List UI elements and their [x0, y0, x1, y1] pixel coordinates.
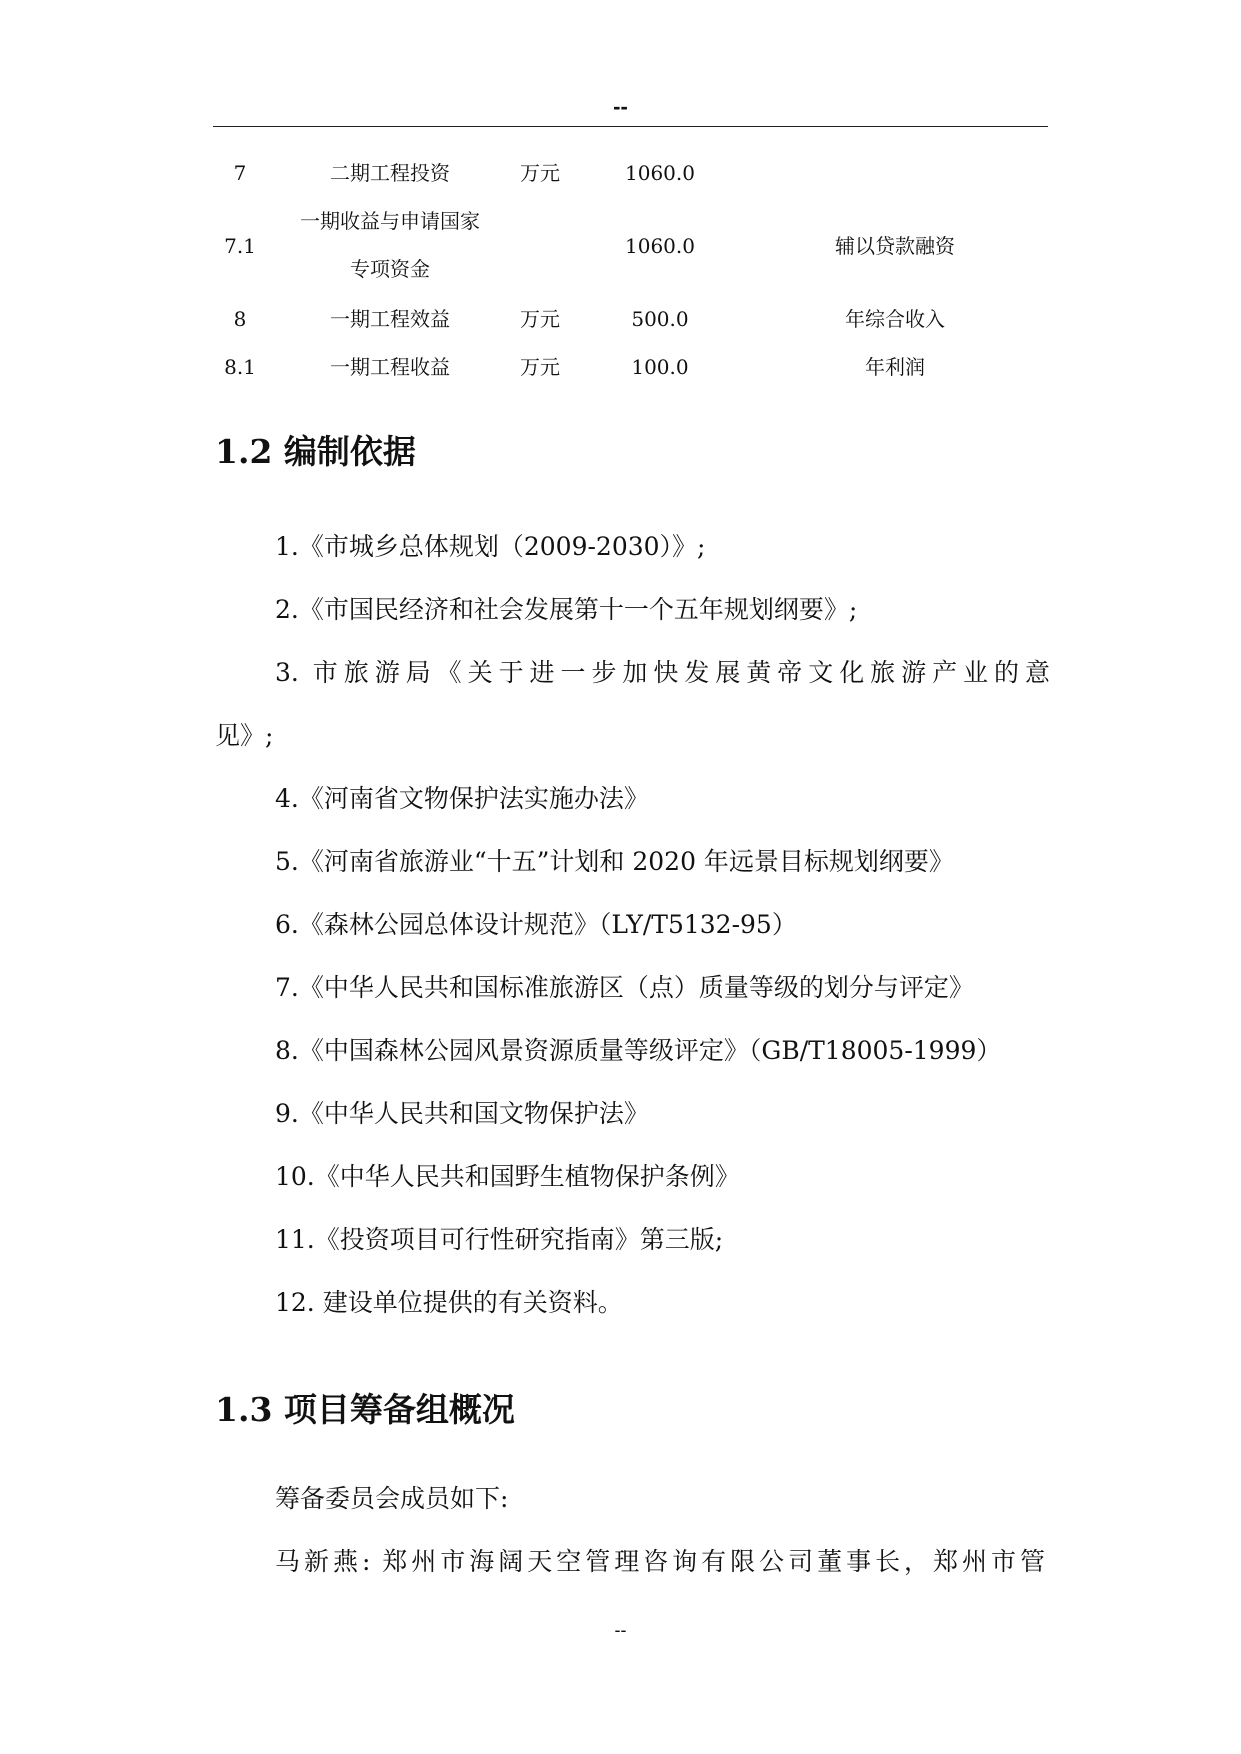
- row-value: 100.0: [631, 355, 689, 379]
- reference-item: 11.《投资项目可行性研究指南》第三版;: [275, 1225, 724, 1254]
- section-heading-1-3: 1.3 项目筹备组概况: [215, 1390, 515, 1429]
- row-number: 8: [233, 307, 247, 331]
- reference-item: 10.《中华人民共和国野生植物保护条例》: [275, 1162, 740, 1191]
- row-item-name-line1: 一期收益与申请国家: [300, 209, 480, 233]
- header-rule: [213, 126, 1048, 127]
- reference-item: 4.《河南省文物保护法实施办法》: [275, 784, 649, 813]
- row-note: 年利润: [865, 355, 925, 379]
- row-unit: 万元: [520, 307, 560, 331]
- reference-item: 3. 市旅游局《关于进一步加快发展黄帝文化旅游产业的意: [275, 658, 1050, 687]
- page-header-mark: --: [613, 94, 628, 119]
- reference-item: 5.《河南省旅游业“十五”计划和 2020 年远景目标规划纲要》: [275, 847, 954, 876]
- row-item-name: 一期工程收益: [330, 355, 450, 379]
- row-unit: 万元: [520, 355, 560, 379]
- row-note: 辅以贷款融资: [835, 234, 955, 258]
- reference-item: 1.《市城乡总体规划（2009-2030）》;: [275, 532, 706, 561]
- row-item-name: 一期工程效益: [330, 307, 450, 331]
- row-value: 1060.0: [625, 234, 695, 258]
- committee-member-line: 马新燕: 郑州市海阔天空管理咨询有限公司董事长，郑州市管: [275, 1547, 1045, 1576]
- row-unit: 万元: [520, 161, 560, 185]
- reference-item: 9.《中华人民共和国文物保护法》: [275, 1099, 649, 1128]
- row-item-name-line2: 专项资金: [350, 257, 430, 281]
- row-item-name: 二期工程投资: [330, 161, 450, 185]
- committee-intro: 筹备委员会成员如下:: [275, 1484, 509, 1513]
- section-heading-1-2: 1.2 编制依据: [215, 432, 416, 471]
- reference-item-continuation: 见》;: [215, 721, 274, 750]
- row-value: 1060.0: [625, 161, 695, 185]
- reference-item: 7.《中华人民共和国标准旅游区（点）质量等级的划分与评定》: [275, 973, 974, 1002]
- row-number: 7: [233, 161, 247, 185]
- row-number: 7.1: [224, 234, 256, 258]
- reference-item: 8.《中国森林公园风景资源质量等级评定》（GB/T18005-1999）: [275, 1036, 1002, 1065]
- row-value: 500.0: [631, 307, 689, 331]
- page-footer-mark: --: [614, 1620, 627, 1640]
- row-note: 年综合收入: [845, 307, 945, 331]
- reference-item: 6.《森林公园总体设计规范》（LY/T5132-95）: [275, 910, 797, 939]
- reference-item: 2.《市国民经济和社会发展第十一个五年规划纲要》;: [275, 595, 858, 624]
- row-number: 8.1: [224, 355, 256, 379]
- reference-item: 12. 建设单位提供的有关资料。: [275, 1288, 623, 1317]
